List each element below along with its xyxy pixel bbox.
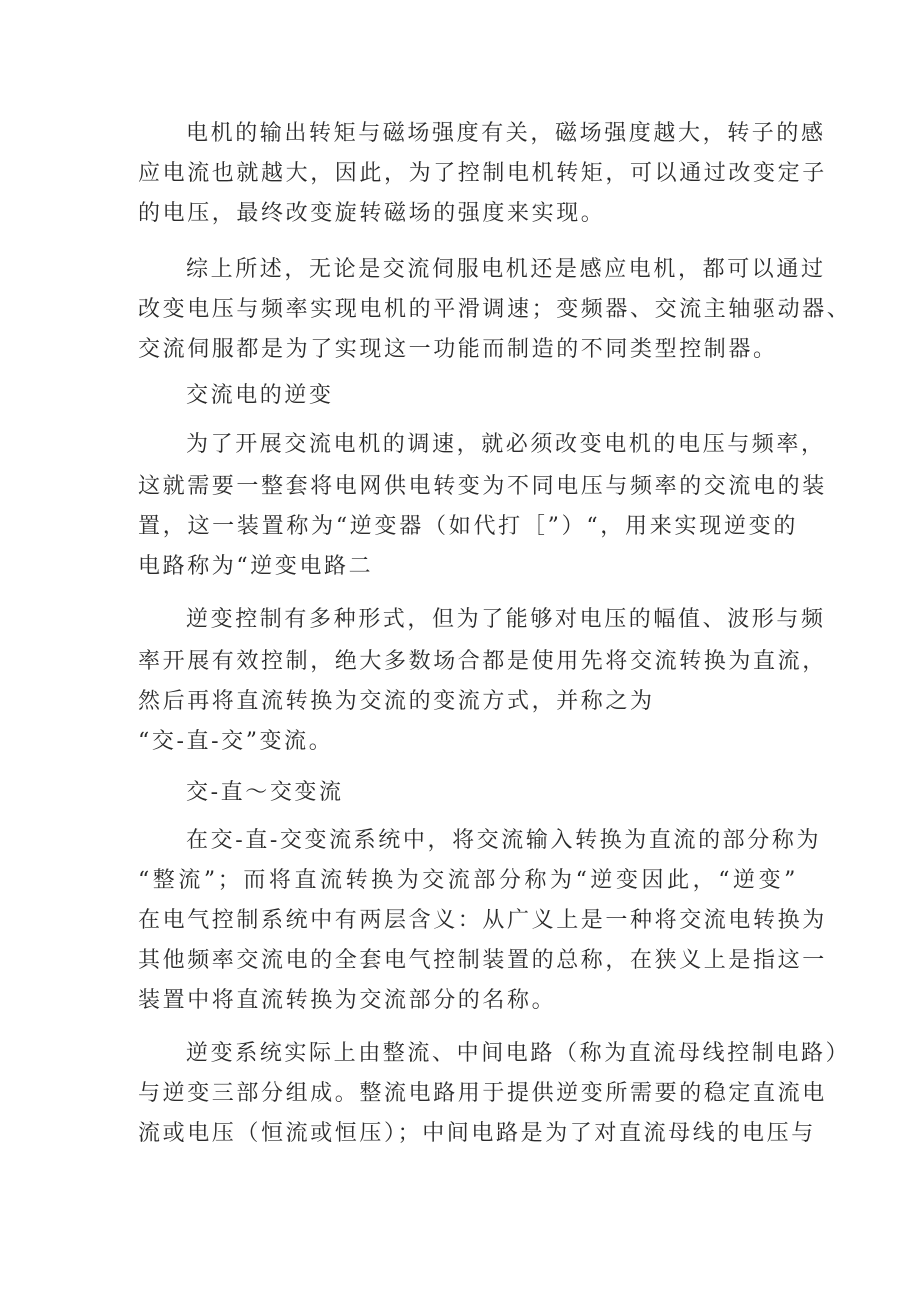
text-line: 与逆变三部分组成。整流电路用于提供逆变所需要的稳定直流电 xyxy=(138,1081,827,1106)
text-line: 改变电压与频率实现电机的平滑调速；变频器、交流主轴驱动器、 xyxy=(138,297,852,322)
text-line: 率开展有效控制，绝大多数场合都是使用先将交流转换为直流， xyxy=(138,649,827,674)
text-line: 置，这一装置称为“逆变器（如代打［”）“，用来实现逆变的 xyxy=(138,514,798,539)
section-heading: 交-直～交变流 xyxy=(186,780,344,805)
text-line: 装置中将直流转换为交流部分的名称。 xyxy=(138,988,557,1013)
text-line: 逆变控制有多种形式，但为了能够对电压的幅值、波形与频 xyxy=(186,607,826,632)
text-line: 电机的输出转矩与磁场强度有关，磁场强度越大，转子的感 xyxy=(186,121,826,146)
text-line: 电路称为“逆变电路二 xyxy=(138,554,374,579)
text-line: 在电气控制系统中有两层含义：从广义上是一种将交流电转换为 xyxy=(138,908,827,933)
text-line: 在交-直-交变流系统中，将交流输入转换为直流的部分称为 xyxy=(186,828,822,853)
text-line: “整流”；而将直流转换为交流部分称为“逆变因此，“逆变” xyxy=(138,868,798,893)
text-line: 逆变系统实际上由整流、中间电路（称为直流母线控制电路） xyxy=(186,1041,851,1066)
section-heading: 交流电的逆变 xyxy=(186,383,334,408)
text-line: 为了开展交流电机的调速，就必须改变电机的电压与频率， xyxy=(186,432,826,457)
text-line: 应电流也就越大，因此，为了控制电机转矩，可以通过改变定子 xyxy=(138,161,827,186)
text-line: 然后再将直流转换为交流的变流方式，并称之为 xyxy=(138,689,655,714)
text-line: 流或电压（恒流或恒压）；中间电路是为了对直流母线的电压与 xyxy=(138,1121,816,1146)
text-line: 其他频率交流电的全套电气控制装置的总称，在狭义上是指这一 xyxy=(138,948,827,973)
text-line: 交流伺服都是为了实现这一功能而制造的不同类型控制器。 xyxy=(138,337,778,362)
text-line: 的电压，最终改变旋转磁场的强度来实现。 xyxy=(138,201,606,226)
text-line: 综上所述，无论是交流伺服电机还是感应电机，都可以通过 xyxy=(186,257,826,282)
text-line: “交-直-交”变流。 xyxy=(138,729,334,754)
text-line: 这就需要一整套将电网供电转变为不同电压与频率的交流电的装 xyxy=(138,474,827,499)
